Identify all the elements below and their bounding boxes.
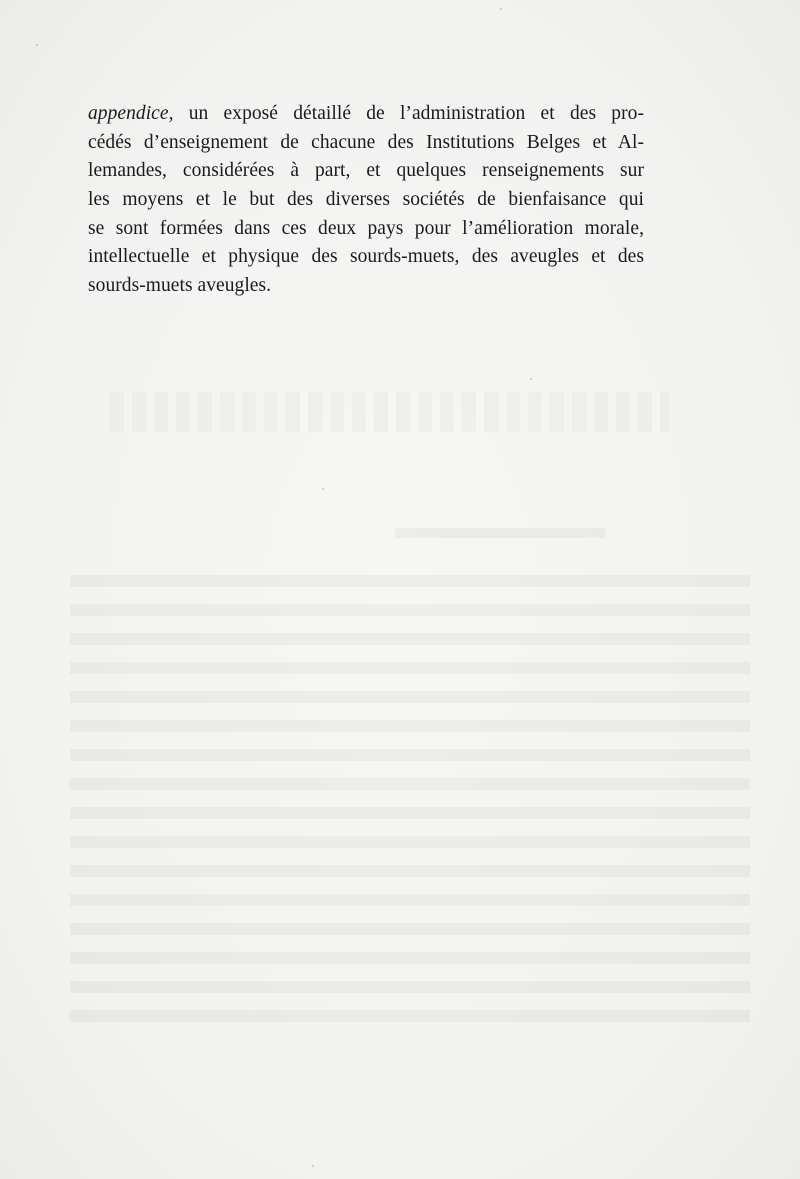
- line-text: se sont formées dans ces deux pays pour l’amélioration morale,: [88, 217, 644, 239]
- line-text: sourds-muets aveugles.: [88, 275, 272, 297]
- line-text: , un exposé détaillé de l’administration et des pro-: [168, 103, 644, 124]
- paragraph-line-6: [88, 243, 644, 272]
- paragraph-line-4: [88, 186, 644, 215]
- line-text: cédés d’enseignement de chacune des Institutions Belges et Al-: [88, 131, 644, 153]
- paragraph-line-5: [88, 215, 644, 244]
- paragraph-line-7: [88, 272, 644, 301]
- italic-word: appendice: [88, 103, 169, 124]
- paragraph-line-3: [88, 157, 644, 186]
- body-paragraph: [88, 100, 644, 301]
- paragraph-line-1: [88, 100, 644, 129]
- line-text: les moyens et le but des diverses sociétés de bienfaisance qui: [88, 189, 644, 211]
- line-text: intellectuelle et physique des sourds-muets, des aveugles et des: [88, 246, 644, 268]
- paragraph-line-2: [88, 129, 644, 158]
- line-text: lemandes, considérées à part, et quelques renseignements sur: [88, 160, 644, 182]
